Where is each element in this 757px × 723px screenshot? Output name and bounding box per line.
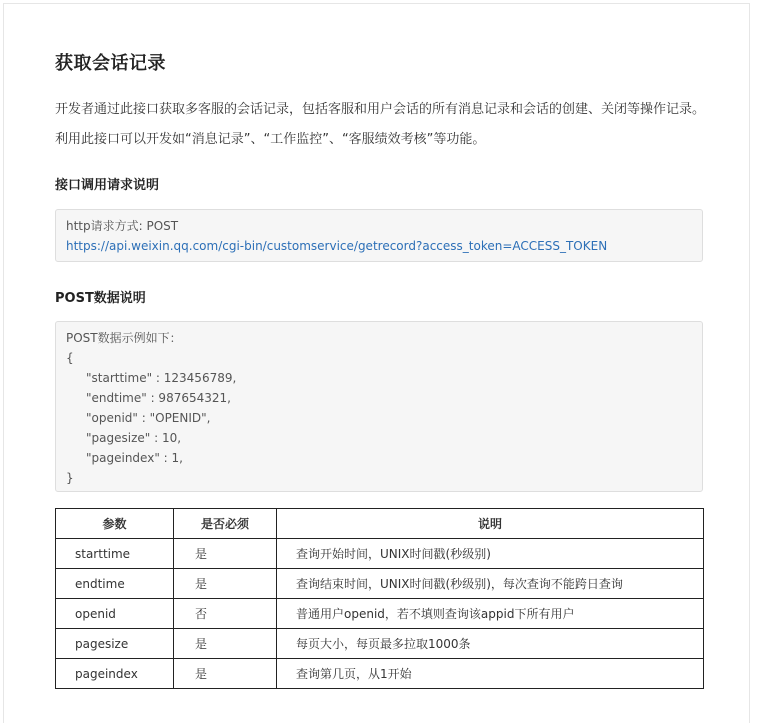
param-name: endtime xyxy=(56,569,174,599)
param-description: 查询开始时间，UNIX时间戳(秒级别) xyxy=(277,539,704,569)
code-line: } xyxy=(66,471,74,485)
param-name: starttime xyxy=(56,539,174,569)
code-line: { xyxy=(66,351,74,365)
header-required: 是否必须 xyxy=(174,509,277,539)
table-row xyxy=(56,539,704,569)
page-title: 获取会话记录 xyxy=(55,53,166,74)
param-required: 是 xyxy=(174,569,277,599)
request-code-block xyxy=(55,209,703,262)
table-header-row xyxy=(56,509,704,539)
table-row xyxy=(56,659,704,689)
table-row xyxy=(56,629,704,659)
param-required: 是 xyxy=(174,659,277,689)
param-description: 查询结束时间，UNIX时间戳(秒级别)，每次查询不能跨日查询 xyxy=(277,569,704,599)
header-description: 说明 xyxy=(277,509,704,539)
post-code-block xyxy=(55,321,703,492)
param-required: 否 xyxy=(174,599,277,629)
table-row xyxy=(56,599,704,629)
param-required: 是 xyxy=(174,539,277,569)
code-line: POST数据示例如下： xyxy=(66,331,182,345)
param-description: 查询第几页，从1开始 xyxy=(277,659,704,689)
code-line: "endtime" : 987654321, xyxy=(86,391,231,405)
param-description: 普通用户openid，若不填则查询该appid下所有用户 xyxy=(277,599,704,629)
table-row xyxy=(56,569,704,599)
code-line: "openid" : "OPENID", xyxy=(86,411,211,425)
document-page xyxy=(3,3,750,723)
params-table xyxy=(55,508,704,689)
request-section-heading: 接口调用请求说明 xyxy=(55,178,160,193)
post-section-heading: POST数据说明 xyxy=(55,291,146,306)
param-required: 是 xyxy=(174,629,277,659)
code-line: "pageindex" : 1, xyxy=(86,451,183,465)
code-line: "pagesize" : 10, xyxy=(86,431,182,445)
param-description: 每页大小，每页最多拉取1000条 xyxy=(277,629,704,659)
param-name: openid xyxy=(56,599,174,629)
param-name: pagesize xyxy=(56,629,174,659)
param-name: pageindex xyxy=(56,659,174,689)
intro-paragraph: 开发者通过此接口获取多客服的会话记录，包括客服和用户会话的所有消息记录和会话的创建、关闭等操作记录。利用此接口可以开发如“消息记录”、“工作监控”、“客服绩效考核”等功能。 xyxy=(55,102,706,147)
header-param: 参数 xyxy=(56,509,174,539)
request-url-link[interactable]: https://api.weixin.qq.com/cgi-bin/customservice/getrecord?access_token=ACCESS_TOKEN xyxy=(66,239,608,253)
request-method-line: http请求方式: POST xyxy=(66,219,179,233)
code-line: "starttime" : 123456789, xyxy=(86,371,237,385)
